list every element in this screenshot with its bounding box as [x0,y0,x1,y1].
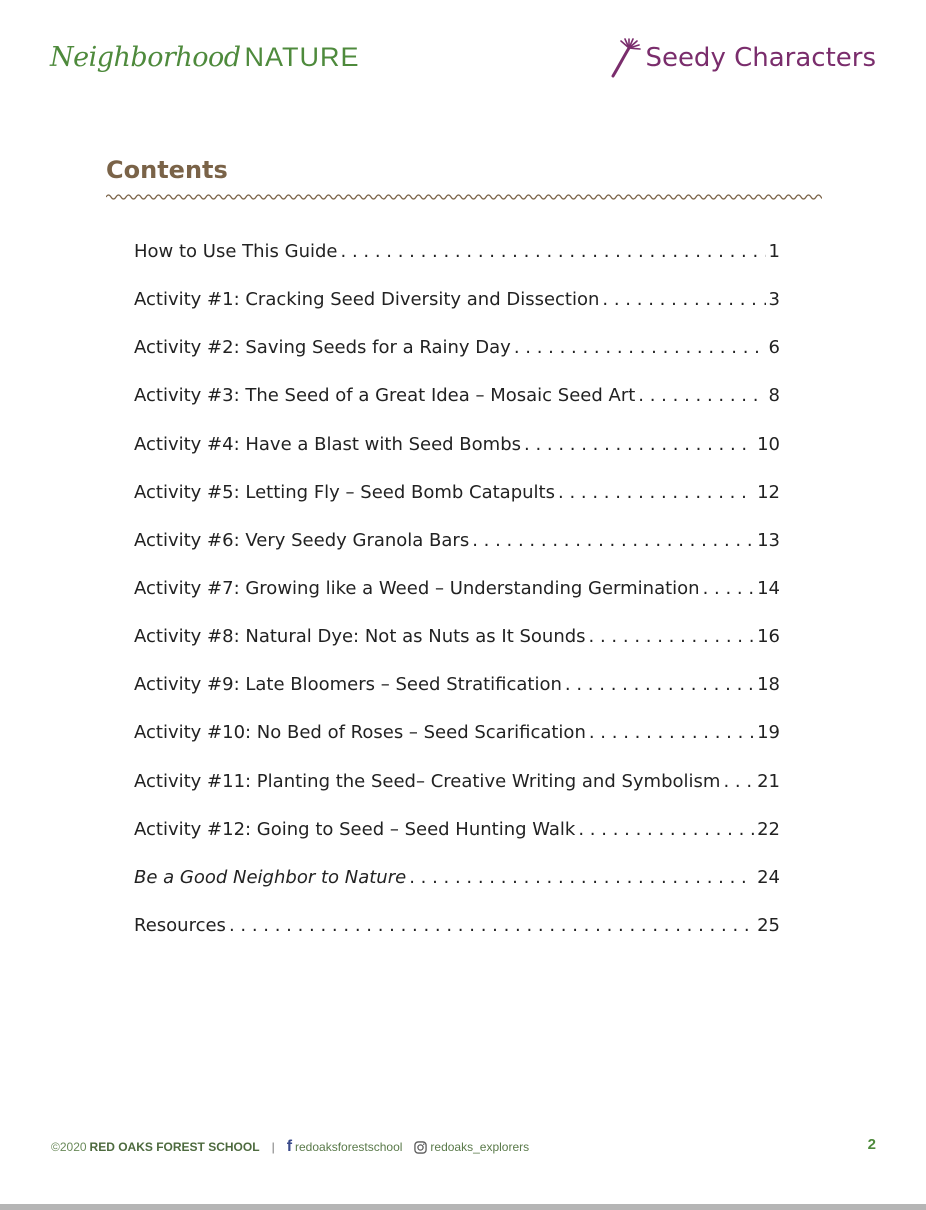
toc-dot-leader [472,530,754,551]
facebook-handle: redoaksforestschool [295,1140,403,1154]
toc-entry-title: Activity #11: Planting the Seed– Creative Writing and Symbolism [134,770,721,792]
guide-title: Seedy Characters [645,43,876,73]
toc-entry-title: Activity #5: Letting Fly – Seed Bomb Catapults [134,481,555,503]
series-logo-script: Neighborhood [50,42,241,73]
guide-title-block [607,38,876,78]
toc-entry-page: 22 [757,818,780,840]
toc-entry-page: 21 [757,770,780,792]
toc-dot-leader [229,915,754,936]
toc-entry-title: Activity #7: Growing like a Weed – Understanding Germination [134,577,700,599]
toc-dot-leader [524,434,754,455]
toc-dot-leader [558,482,754,503]
organization-name: RED OAKS FOREST SCHOOL [89,1140,260,1154]
toc-entry[interactable] [134,915,780,963]
toc-entry-title: Activity #3: The Seed of a Great Idea – Mosaic Seed Art [134,385,636,407]
toc-dot-leader [723,771,754,792]
toc-entry-page: 8 [768,385,780,407]
toc-entry[interactable] [134,434,780,482]
toc-dot-leader [638,385,765,406]
toc-entry[interactable] [134,578,780,626]
toc-entry-page: 16 [757,626,780,648]
toc-entry-title: Activity #1: Cracking Seed Diversity and Dissection [134,289,600,311]
contents-heading: Contents [106,156,228,184]
toc-entry-title: Activity #12: Going to Seed – Seed Hunting Walk [134,818,576,840]
footer [51,1138,529,1156]
toc-entry-page: 13 [757,529,780,551]
toc-entry-page: 24 [757,866,780,888]
toc-entry-page: 18 [757,674,780,696]
series-logo [50,42,360,73]
toc-entry-page: 25 [757,914,780,936]
toc-entry[interactable] [134,722,780,770]
instagram-handle: redoaks_explorers [430,1140,530,1154]
toc-entry[interactable] [134,482,780,530]
toc-entry-title: Activity #2: Saving Seeds for a Rainy Day [134,337,511,359]
toc-entry[interactable] [134,626,780,674]
toc-entry-title: Activity #8: Natural Dye: Not as Nuts as It Sounds [134,626,586,648]
toc-entry[interactable] [134,289,780,337]
toc-entry[interactable] [134,530,780,578]
toc-dot-leader [409,867,754,888]
toc-dot-leader [589,722,754,743]
copyright: ©2020 [51,1140,87,1154]
toc-entry-page: 6 [768,337,780,359]
toc-entry-page: 3 [768,289,780,311]
toc-entry-page: 14 [757,577,780,599]
toc-entry[interactable] [134,674,780,722]
toc-entry-title: Resources [134,914,226,936]
toc-entry-title: Be a Good Neighbor to Nature [134,866,407,888]
dandelion-seed-icon [607,38,641,78]
toc-entry-page: 10 [757,433,780,455]
toc-dot-leader [341,241,766,262]
toc-dot-leader [565,674,754,695]
toc-entry-page: 19 [757,722,780,744]
toc-dot-leader [589,626,755,647]
toc-dot-leader [602,289,765,310]
toc-entry-title: Activity #10: No Bed of Roses – Seed Scarification [134,722,586,744]
instagram-icon [414,1141,427,1154]
page-number: 2 [867,1136,876,1153]
toc-entry-title: Activity #9: Late Bloomers – Seed Stratification [134,674,562,696]
toc-dot-leader [514,337,766,358]
toc-entry-title: How to Use This Guide [134,241,338,262]
series-logo-caps: NATURE [244,42,360,72]
footer-separator: | [271,1140,275,1154]
toc-entry[interactable] [134,867,780,915]
toc-dot-leader [703,578,755,599]
toc-entry-page: 12 [757,481,780,503]
facebook-icon: f [286,1138,293,1155]
toc-entry[interactable] [134,819,780,867]
toc-entry-page: 1 [768,241,780,262]
toc-entry-title: Activity #6: Very Seedy Granola Bars [134,529,470,551]
toc-dot-leader [578,819,754,840]
toc-entry-title: Activity #4: Have a Blast with Seed Bombs [134,433,521,455]
bottom-rule [0,1204,926,1210]
toc-entry[interactable] [134,337,780,385]
toc-entry[interactable] [134,771,780,819]
wavy-divider [106,191,822,203]
table-of-contents [134,241,780,963]
toc-entry[interactable] [134,241,780,289]
toc-entry[interactable] [134,385,780,433]
